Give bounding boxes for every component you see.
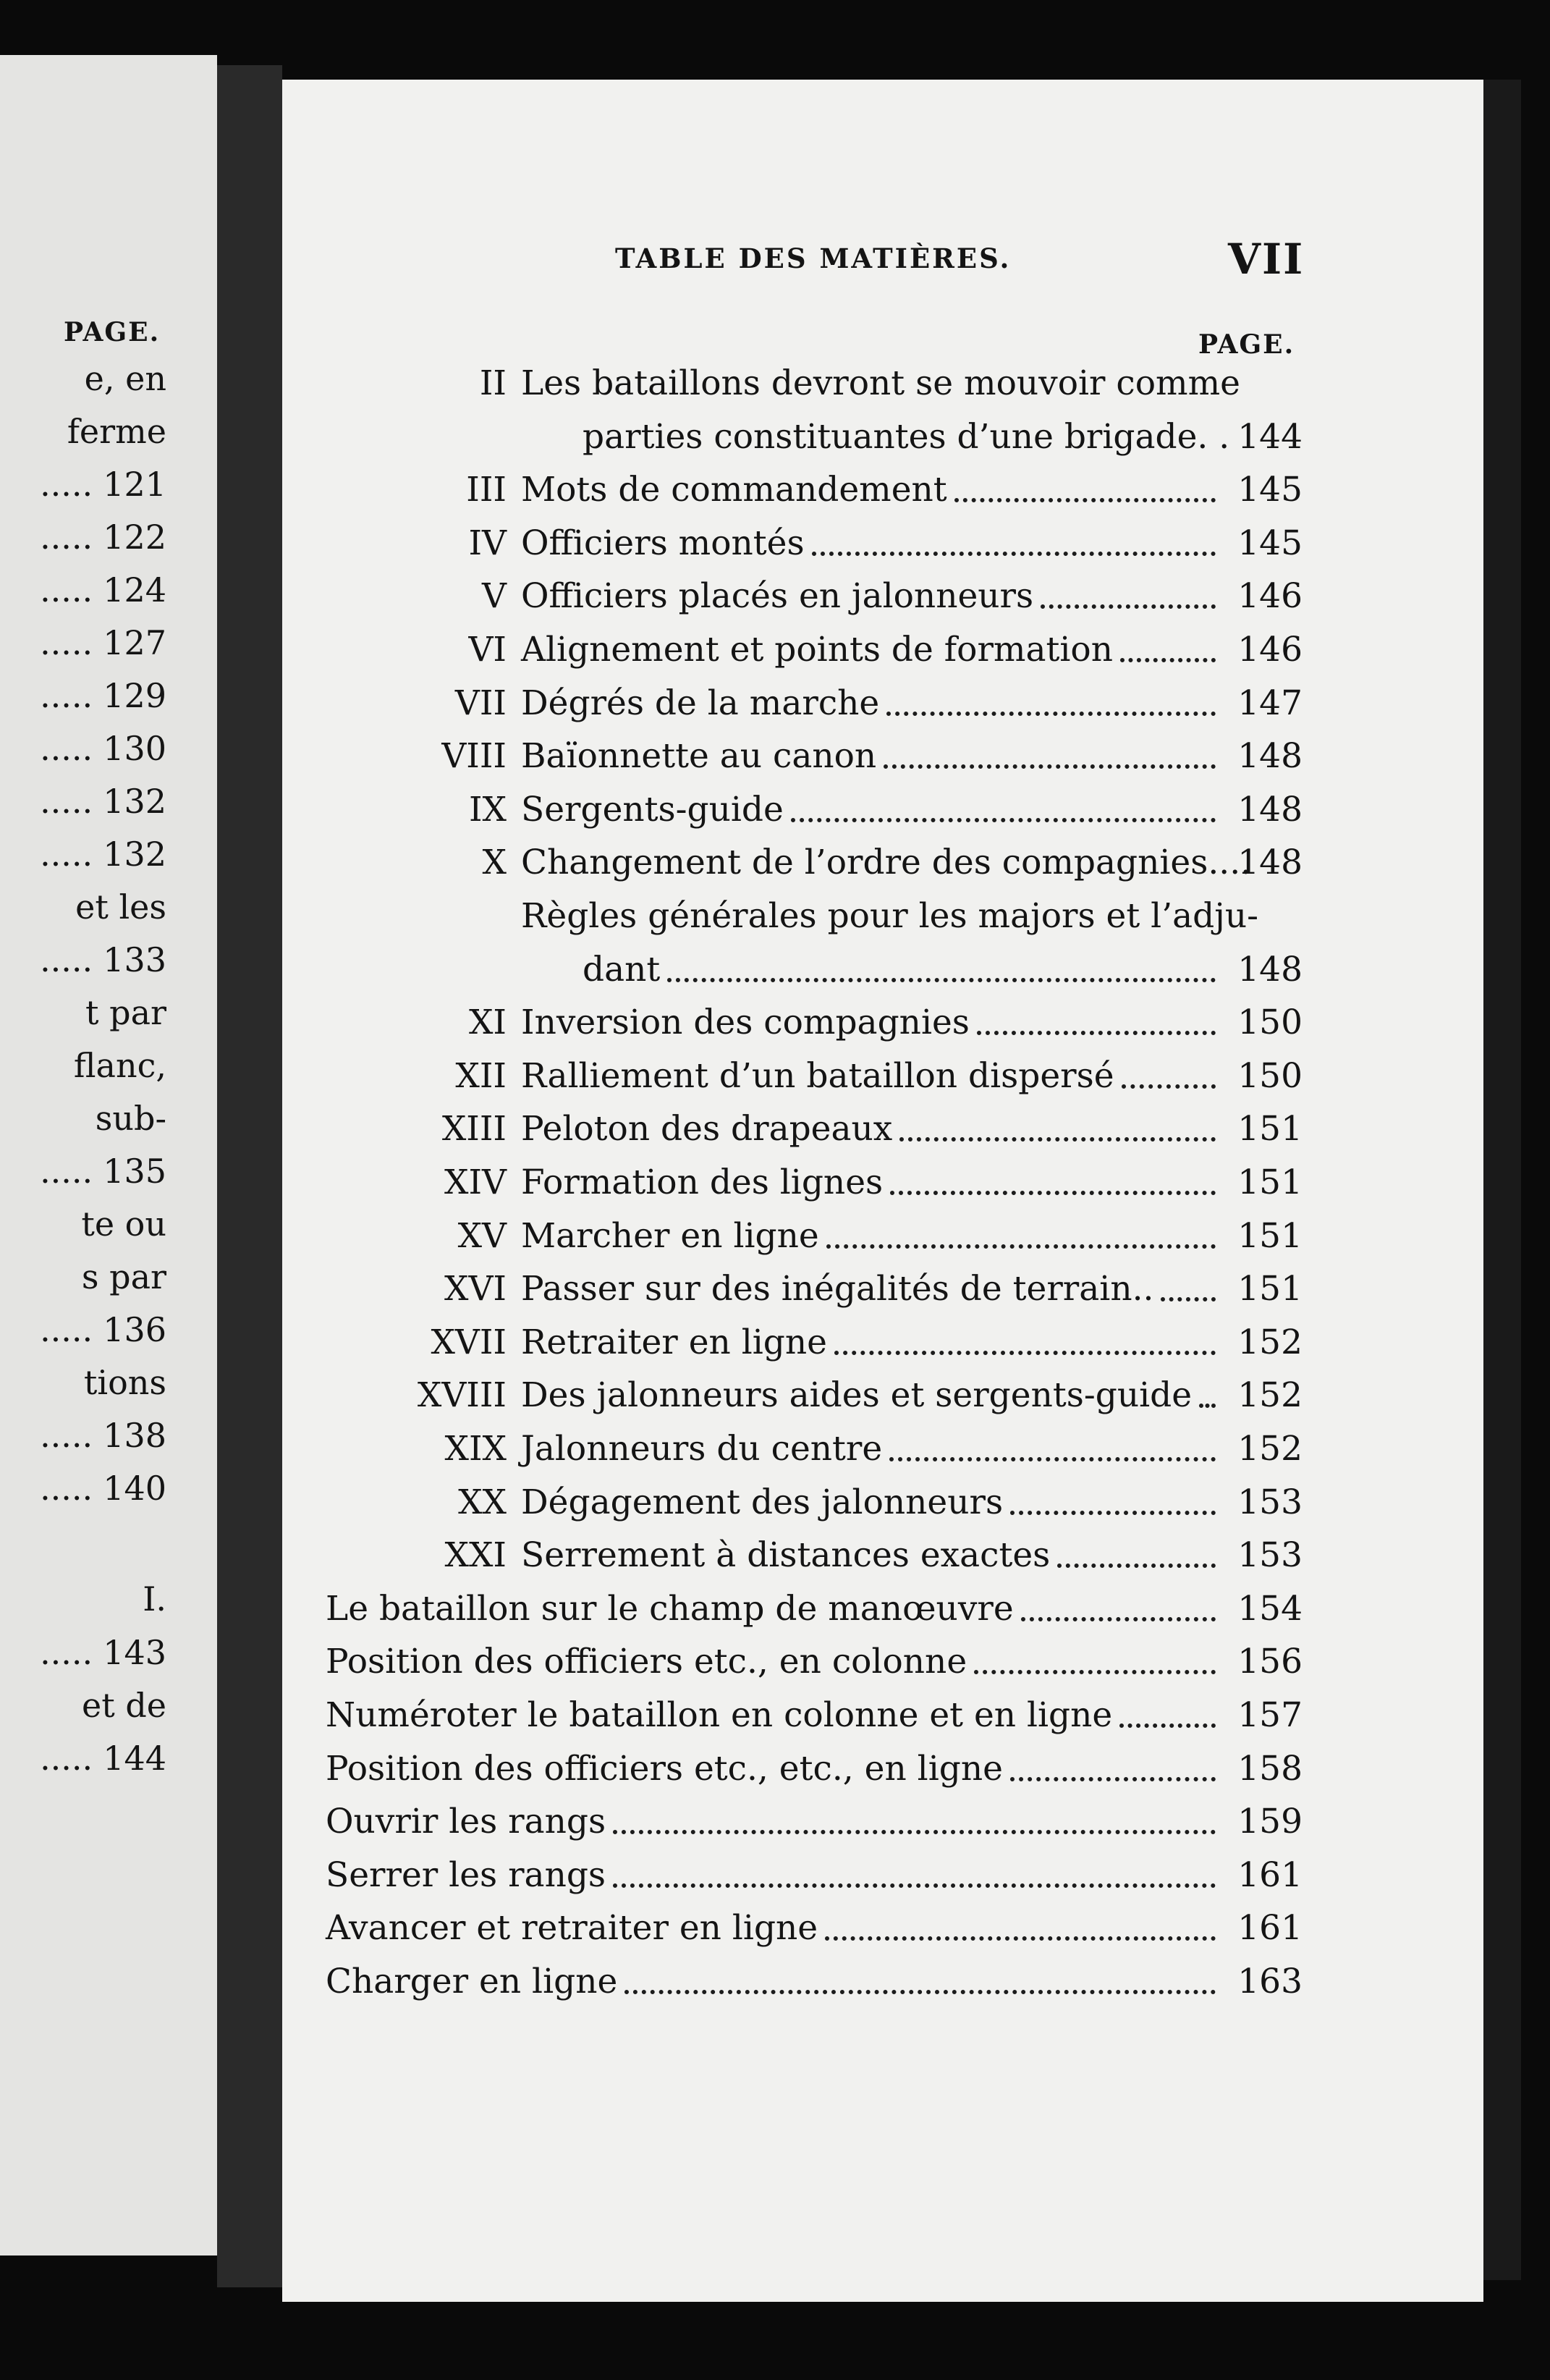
toc-entry-page: 163 [1237, 1962, 1303, 2001]
toc-entry-title: Dégrés de la marche [521, 683, 880, 723]
toc-entry [326, 1374, 1303, 1417]
dot-leader [1199, 1398, 1216, 1408]
facing-page-line [75, 887, 166, 927]
toc-entry [326, 841, 1303, 885]
facing-page-line-text: ..... [40, 782, 93, 821]
toc-entry [326, 1694, 1303, 1737]
toc-entry-title: Officiers placés en jalonneurs [521, 576, 1034, 616]
toc-entry-title: Position des officiers etc., etc., en ligne [326, 1749, 1003, 1789]
facing-page-line-text: ..... [40, 570, 93, 609]
dot-leader [1161, 1291, 1216, 1301]
facing-page-line [82, 1686, 166, 1725]
dot-leader [1057, 1558, 1216, 1568]
facing-page-line-text: flanc, [73, 1046, 166, 1085]
toc-entry-title: Marcher en ligne [521, 1216, 819, 1256]
facing-page-line-number: 122 [103, 518, 166, 557]
facing-page-line-text: ferme [67, 412, 166, 451]
page-column-label: PAGE. [1198, 329, 1295, 360]
toc-entry-numeral: X [482, 843, 507, 882]
dot-leader [899, 1131, 1216, 1142]
toc-entry-page: 150 [1237, 1003, 1303, 1042]
facing-page-line-number: 121 [103, 465, 166, 504]
toc-entry-page: 159 [1237, 1802, 1303, 1841]
dot-leader [791, 812, 1216, 822]
facing-page-line-text: et les [75, 887, 166, 927]
facing-page-line [84, 1363, 166, 1402]
toc-entry [326, 468, 1303, 512]
facing-page-line-text: ..... [40, 1633, 93, 1672]
toc-entry-numeral: XI [468, 1003, 507, 1042]
toc-entry-page: 154 [1237, 1589, 1303, 1629]
toc-entry-title: Dégagement des jalonneurs [521, 1482, 1004, 1522]
toc-entry [326, 1854, 1303, 1897]
book-spine [217, 65, 282, 2287]
toc-entry-page: 150 [1237, 1056, 1303, 1096]
dot-leader [613, 1824, 1216, 1834]
toc-entry-page: 161 [1237, 1855, 1303, 1895]
toc-entry-page: 148 [1237, 843, 1303, 882]
folio-number: VII [1228, 235, 1305, 284]
dot-leader [1010, 1505, 1216, 1515]
dot-leader [825, 1930, 1216, 1941]
toc-entry-title: Règles générales pour les majors et l’adju- [521, 896, 1258, 936]
facing-page-line-number: 129 [103, 676, 166, 715]
facing-page-line [40, 1152, 166, 1191]
toc-entry-title: Formation des lignes [521, 1162, 884, 1202]
facing-page-line-text: ..... [40, 1469, 93, 1508]
facing-page-line [74, 1046, 166, 1085]
facing-page-line-number: 127 [103, 623, 166, 662]
facing-page-line-number: 144 [103, 1739, 166, 1778]
facing-page-line-number: 133 [103, 940, 166, 979]
toc-entry [326, 1107, 1303, 1151]
facing-page-line-text: ..... [40, 940, 93, 979]
facing-page-line-text: e, en [84, 359, 166, 398]
toc-entry-title: Ouvrir les rangs [326, 1802, 606, 1841]
toc-entry [326, 895, 1303, 938]
dot-leader [1021, 1611, 1216, 1621]
toc-entry [326, 1907, 1303, 1950]
toc-entry [326, 735, 1303, 778]
toc-entry-numeral: XXI [444, 1535, 507, 1575]
toc-entry [326, 1747, 1303, 1791]
toc-entry-page: 146 [1237, 630, 1303, 670]
facing-page-line-number: 136 [103, 1310, 166, 1349]
facing-page-line [82, 1257, 166, 1296]
facing-page-line [40, 623, 166, 662]
facing-page-label: PAGE. [64, 317, 161, 347]
dot-leader [812, 546, 1216, 556]
toc-entry [326, 575, 1303, 618]
toc-entry-title: Passer sur des inégalités de terrain.. [521, 1269, 1154, 1309]
facing-page-line-text: ..... [40, 1310, 93, 1349]
facing-page-line [96, 1099, 166, 1138]
toc-entry-page: 148 [1237, 790, 1303, 830]
facing-page-line [40, 1416, 166, 1455]
toc-entry [326, 415, 1303, 459]
toc-entry-page: 145 [1237, 470, 1303, 510]
toc-entry-title: Le bataillon sur le champ de manœuvre [326, 1589, 1014, 1629]
facing-page-line-text: et de [82, 1686, 166, 1725]
facing-page-line [40, 835, 166, 874]
facing-page-line-text: ..... [40, 1152, 93, 1191]
facing-page-line-text: tions [83, 1363, 166, 1402]
toc-entry [326, 682, 1303, 725]
dot-leader [884, 759, 1216, 769]
dot-leader [613, 1878, 1216, 1888]
dot-leader [890, 1185, 1216, 1195]
running-title: TABLE DES MATIÈRES. [615, 242, 1012, 274]
toc-entry-page: 145 [1237, 523, 1303, 563]
toc-entry [326, 522, 1303, 565]
toc-entry-numeral: III [466, 470, 507, 510]
toc-entry-title: Les bataillons devront se mouvoir comme [521, 363, 1240, 403]
toc-entry-page: 151 [1237, 1216, 1303, 1256]
facing-page-line-number: 130 [103, 729, 166, 768]
facing-page-line-text: ..... [40, 1739, 93, 1778]
facing-page [0, 55, 217, 2255]
facing-page-line [40, 782, 166, 821]
dot-leader [1041, 599, 1216, 609]
dot-leader [834, 1345, 1216, 1355]
facing-page-line [81, 1204, 166, 1244]
facing-page-line-text: I. [143, 1579, 166, 1619]
toc-entry-title: Mots de commandement [521, 470, 947, 510]
toc-entry-page: 152 [1237, 1375, 1303, 1415]
toc-entry-numeral: IX [468, 790, 507, 830]
facing-page-line-text: s par [81, 1257, 166, 1296]
facing-page-line-text: sub- [95, 1099, 166, 1138]
toc-entry-title: Avancer et retraiter en ligne [326, 1908, 818, 1948]
facing-page-line [40, 1633, 166, 1672]
toc-entry [326, 788, 1303, 832]
dot-leader [954, 492, 1216, 502]
facing-page-line-text: ..... [40, 835, 93, 874]
toc-entry [326, 948, 1303, 992]
toc-entry-page: 152 [1237, 1429, 1303, 1469]
dot-leader [974, 1664, 1216, 1674]
toc-entry-page: 151 [1237, 1269, 1303, 1309]
facing-page-line-number: 140 [103, 1469, 166, 1508]
toc-entry-title: Position des officiers etc., en colonne [326, 1642, 967, 1681]
dot-leader [826, 1238, 1216, 1249]
toc-entry [326, 1001, 1303, 1045]
toc-entry-page: 153 [1237, 1535, 1303, 1575]
toc-entry-title: parties constituantes d’une brigade. . [583, 417, 1230, 457]
facing-page-line [40, 729, 166, 768]
facing-page-line [40, 940, 166, 979]
toc-entry [326, 1640, 1303, 1684]
toc-entry-title: dant [583, 950, 661, 989]
toc-entry [326, 1587, 1303, 1631]
facing-page-line-number: 135 [103, 1152, 166, 1191]
toc-entry-title: Alignement et points de formation [521, 630, 1114, 670]
facing-page-line-number: 132 [103, 835, 166, 874]
toc-entry-page: 151 [1237, 1162, 1303, 1202]
toc-entry-title: Officiers montés [521, 523, 805, 563]
facing-page-line-number: 124 [103, 570, 166, 609]
toc-entry-numeral: V [482, 576, 507, 616]
toc-entry-numeral: XVI [444, 1269, 507, 1309]
facing-page-line-text: ..... [40, 518, 93, 557]
facing-page-line-text: ..... [40, 465, 93, 504]
toc-entry [326, 628, 1303, 672]
toc-entry-page: 151 [1237, 1109, 1303, 1149]
toc-entry-numeral: XIII [441, 1109, 507, 1149]
toc-entry [326, 1215, 1303, 1258]
toc-entry-page: 152 [1237, 1322, 1303, 1362]
dot-leader [1122, 1079, 1216, 1089]
toc-entry-title: Serrer les rangs [326, 1855, 606, 1895]
toc-entry-page: 147 [1237, 683, 1303, 723]
toc-entry-numeral: VI [468, 630, 507, 670]
toc-entry-numeral: IV [468, 523, 507, 563]
facing-page-line-text: te ou [81, 1204, 166, 1244]
toc-entry-page: 153 [1237, 1482, 1303, 1522]
facing-page-line [40, 518, 166, 557]
facing-page-line-text: ..... [40, 1416, 93, 1455]
toc-entry-page: 144 [1237, 417, 1303, 457]
toc-entry-title: Des jalonneurs aides et sergents-guide [521, 1375, 1193, 1415]
toc-entry [326, 1267, 1303, 1311]
toc-entry-page: 148 [1237, 736, 1303, 776]
toc-entry [326, 1800, 1303, 1844]
toc-page [282, 80, 1483, 2302]
facing-page-line-number: 132 [103, 782, 166, 821]
toc-entry-title: Serrement à distances exactes [521, 1535, 1051, 1575]
dot-leader [977, 1025, 1216, 1035]
toc-entry [326, 1427, 1303, 1471]
page-edge [1483, 80, 1521, 2280]
toc-entry-page: 156 [1237, 1642, 1303, 1681]
toc-entry-numeral: XVIII [417, 1375, 507, 1415]
dot-leader [1119, 1718, 1216, 1728]
facing-page-line-number: 143 [103, 1633, 166, 1672]
toc-entry [326, 1960, 1303, 2004]
facing-page-line [85, 993, 166, 1032]
facing-page-line [143, 1579, 166, 1619]
dot-leader [624, 1984, 1216, 1994]
toc-entry-page: 157 [1237, 1695, 1303, 1735]
facing-page-line [40, 465, 166, 504]
toc-entry-page: 158 [1237, 1749, 1303, 1789]
toc-entry-title: Ralliement d’un bataillon dispersé [521, 1056, 1114, 1096]
toc-entry-numeral: VII [454, 683, 507, 723]
toc-entry-numeral: II [479, 363, 507, 403]
dot-leader [886, 706, 1216, 716]
facing-page-line [85, 359, 166, 398]
facing-page-line [67, 412, 166, 451]
toc-entry-page: 161 [1237, 1908, 1303, 1948]
toc-entry [326, 1534, 1303, 1577]
toc-entry-title: Changement de l’ordre des compagnies.... [521, 843, 1252, 882]
facing-page-line [40, 570, 166, 609]
toc-entry-title: Baïonnette au canon [521, 736, 877, 776]
toc-entry-title: Jalonneurs du centre [521, 1429, 883, 1469]
facing-page-line-text: ..... [40, 623, 93, 662]
facing-page-line [40, 1739, 166, 1778]
facing-page-line [40, 1469, 166, 1508]
toc-entry-numeral: XIV [444, 1162, 507, 1202]
dot-leader [1120, 652, 1216, 662]
toc-entry [326, 1055, 1303, 1098]
toc-entry-title: Peloton des drapeaux [521, 1109, 893, 1149]
toc-entry [326, 1321, 1303, 1364]
dot-leader [667, 972, 1216, 982]
dot-leader [1010, 1771, 1216, 1781]
facing-page-line-number: 138 [103, 1416, 166, 1455]
dot-leader [889, 1451, 1216, 1461]
facing-page-line-text: t par [85, 993, 166, 1032]
toc-entry-numeral: XX [458, 1482, 507, 1522]
facing-page-line-text: ..... [40, 676, 93, 715]
toc-entry-numeral: XIX [444, 1429, 507, 1469]
toc-entry-title: Inversion des compagnies [521, 1003, 970, 1042]
toc-entry-page: 146 [1237, 576, 1303, 616]
toc-entry [326, 1161, 1303, 1204]
facing-page-line [40, 676, 166, 715]
toc-entry-title: Sergents-guide [521, 790, 784, 830]
toc-entry-numeral: XVII [431, 1322, 507, 1362]
toc-entry-title: Retraiter en ligne [521, 1322, 827, 1362]
toc-entry-numeral: XV [457, 1216, 507, 1256]
toc-entry-numeral: VIII [441, 736, 507, 776]
facing-page-line [40, 1310, 166, 1349]
toc-entry-title: Charger en ligne [326, 1962, 618, 2001]
facing-page-line-text: ..... [40, 729, 93, 768]
toc-entry [326, 1481, 1303, 1524]
toc-entry [326, 362, 1303, 405]
toc-entry-title: Numéroter le bataillon en colonne et en ligne [326, 1695, 1113, 1735]
toc-entry-numeral: XII [455, 1056, 507, 1096]
toc-entry-page: 148 [1237, 950, 1303, 989]
